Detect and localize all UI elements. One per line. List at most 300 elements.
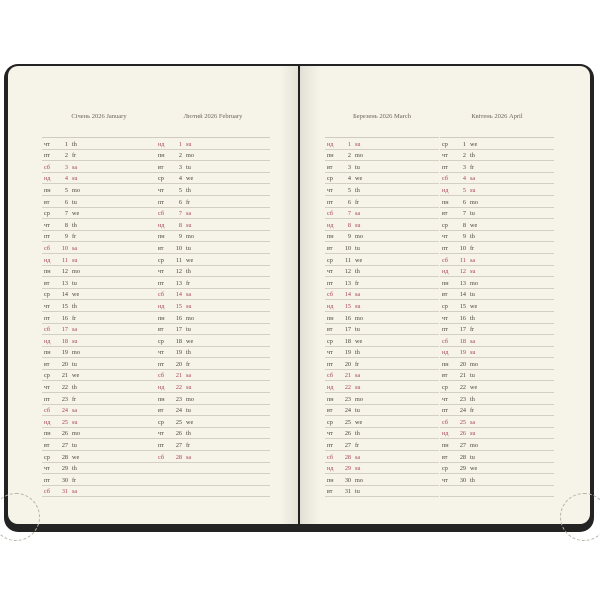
day-row[interactable] <box>440 184 554 196</box>
day-number: 25 <box>61 418 68 426</box>
day-row[interactable] <box>440 196 554 208</box>
day-row[interactable] <box>325 266 439 278</box>
day-number: 24 <box>61 407 68 415</box>
day-name-en: fr <box>72 314 77 322</box>
day-name-en: tu <box>72 360 77 368</box>
day-row[interactable] <box>325 173 439 185</box>
day-name-uk: ср <box>327 175 333 183</box>
day-row[interactable] <box>325 300 439 312</box>
day-row[interactable] <box>325 335 439 347</box>
day-name-uk: нд <box>158 384 165 392</box>
day-row[interactable] <box>42 393 156 405</box>
day-row[interactable] <box>42 242 156 254</box>
day-name-uk: нд <box>327 302 334 310</box>
day-name-uk: ср <box>44 372 50 380</box>
day-row[interactable] <box>156 381 270 393</box>
day-row[interactable] <box>156 277 270 289</box>
day-row[interactable] <box>42 231 156 243</box>
day-name-en: mo <box>72 430 80 438</box>
day-list <box>325 137 439 497</box>
day-row[interactable] <box>156 196 270 208</box>
day-row[interactable] <box>42 208 156 220</box>
day-row[interactable] <box>325 289 439 301</box>
day-name-en: mo <box>355 152 363 160</box>
day-row[interactable] <box>325 312 439 324</box>
day-name-en: sa <box>186 453 192 461</box>
day-name-en: tu <box>186 407 191 415</box>
day-number: 9 <box>64 233 68 241</box>
day-row[interactable] <box>440 266 554 278</box>
day-name-uk: вт <box>158 244 164 252</box>
day-name-uk: пт <box>158 442 165 450</box>
day-name-en: tu <box>72 442 77 450</box>
day-name-uk: сб <box>158 453 164 461</box>
day-row[interactable] <box>325 405 439 417</box>
day-row[interactable] <box>156 324 270 336</box>
day-name-en: th <box>470 233 475 241</box>
day-name-uk: пн <box>442 442 449 450</box>
day-row[interactable] <box>440 173 554 185</box>
day-row[interactable] <box>156 428 270 440</box>
day-name-uk: чт <box>442 152 448 160</box>
day-row[interactable] <box>42 428 156 440</box>
day-row[interactable] <box>440 231 554 243</box>
day-number: 26 <box>459 430 466 438</box>
day-name-en: fr <box>72 395 77 403</box>
day-name-uk: пт <box>44 233 51 241</box>
day-name-uk: вт <box>158 407 164 415</box>
day-row[interactable] <box>440 208 554 220</box>
day-row[interactable] <box>440 370 554 382</box>
day-row[interactable] <box>156 254 270 266</box>
day-number: 7 <box>347 210 351 218</box>
day-row[interactable] <box>156 335 270 347</box>
day-row[interactable] <box>156 289 270 301</box>
day-name-uk: нд <box>44 337 51 345</box>
day-number: 20 <box>344 360 351 368</box>
day-row[interactable] <box>440 219 554 231</box>
day-number: 10 <box>459 244 466 252</box>
day-number: 30 <box>61 476 68 484</box>
day-name-en: th <box>72 302 77 310</box>
day-name-uk: нд <box>327 384 334 392</box>
day-row[interactable] <box>156 208 270 220</box>
day-row[interactable] <box>440 405 554 417</box>
day-number: 22 <box>61 384 68 392</box>
day-row[interactable] <box>42 370 156 382</box>
day-name-en: tu <box>355 488 360 496</box>
corner-stitch-right <box>560 493 600 541</box>
day-number: 6 <box>462 198 466 206</box>
day-name-en: tu <box>186 163 191 171</box>
day-name-uk: вт <box>158 163 164 171</box>
day-name-en: su <box>186 221 192 229</box>
day-name-uk: ср <box>442 302 448 310</box>
day-name-uk: вт <box>44 279 50 287</box>
day-name-uk: пн <box>158 314 165 322</box>
day-name-uk: пн <box>327 314 334 322</box>
day-name-en: we <box>355 418 363 426</box>
day-row[interactable] <box>42 486 156 498</box>
day-number: 21 <box>459 372 466 380</box>
day-number: 8 <box>64 221 68 229</box>
day-name-uk: вт <box>158 326 164 334</box>
day-name-uk: ср <box>158 256 164 264</box>
day-number: 12 <box>175 268 182 276</box>
day-row[interactable] <box>42 474 156 486</box>
day-name-uk: вт <box>44 360 50 368</box>
day-number: 12 <box>459 268 466 276</box>
day-name-uk: ср <box>442 465 448 473</box>
day-row[interactable] <box>42 184 156 196</box>
day-row[interactable] <box>325 463 439 475</box>
day-name-uk: нд <box>442 349 449 357</box>
day-row[interactable] <box>440 393 554 405</box>
day-number: 20 <box>175 360 182 368</box>
day-name-uk: сб <box>442 418 448 426</box>
day-name-en: tu <box>470 291 475 299</box>
day-name-en: sa <box>470 175 476 183</box>
day-name-en: su <box>470 268 476 276</box>
day-name-uk: пт <box>327 279 334 287</box>
day-name-en: tu <box>355 407 360 415</box>
day-row[interactable] <box>156 138 270 150</box>
day-name-en: fr <box>186 360 191 368</box>
day-name-en: tu <box>72 279 77 287</box>
day-name-uk: чт <box>44 302 50 310</box>
day-name-en: th <box>470 314 475 322</box>
day-name-uk: чт <box>158 349 164 357</box>
day-number: 1 <box>178 140 182 148</box>
day-name-en: sa <box>470 337 476 345</box>
day-row[interactable] <box>440 289 554 301</box>
day-row[interactable] <box>440 416 554 428</box>
day-name-uk: сб <box>327 453 333 461</box>
day-name-uk: пт <box>44 476 51 484</box>
day-row[interactable] <box>156 231 270 243</box>
day-row[interactable] <box>440 347 554 359</box>
day-name-en: th <box>470 395 475 403</box>
day-name-en: sa <box>72 407 78 415</box>
day-row[interactable] <box>440 150 554 162</box>
day-row[interactable] <box>325 208 439 220</box>
day-name-en: th <box>470 476 475 484</box>
day-row[interactable] <box>156 150 270 162</box>
day-number: 27 <box>61 442 68 450</box>
day-name-uk: нд <box>442 186 449 194</box>
day-number: 30 <box>459 476 466 484</box>
day-name-uk: вт <box>442 210 448 218</box>
day-row[interactable] <box>42 300 156 312</box>
day-row[interactable] <box>325 231 439 243</box>
day-name-en: th <box>355 349 360 357</box>
day-row[interactable] <box>440 451 554 463</box>
day-name-uk: пт <box>327 360 334 368</box>
month-title: Лютий 2026 February <box>183 113 243 120</box>
day-name-en: we <box>72 453 80 461</box>
day-name-en: tu <box>470 372 475 380</box>
day-row[interactable] <box>440 439 554 451</box>
day-row[interactable] <box>42 324 156 336</box>
day-list <box>156 137 270 497</box>
day-row[interactable] <box>42 405 156 417</box>
day-name-en: su <box>72 256 78 264</box>
day-row[interactable] <box>156 219 270 231</box>
day-row[interactable] <box>325 219 439 231</box>
day-name-en: mo <box>186 314 194 322</box>
day-row[interactable] <box>42 347 156 359</box>
day-row[interactable] <box>440 463 554 475</box>
day-row[interactable] <box>42 289 156 301</box>
day-row[interactable] <box>156 347 270 359</box>
day-number: 5 <box>178 186 182 194</box>
day-number: 29 <box>344 465 351 473</box>
day-name-en: mo <box>470 442 478 450</box>
day-row[interactable] <box>325 324 439 336</box>
day-name-en: we <box>470 384 478 392</box>
day-number: 29 <box>459 465 466 473</box>
day-row[interactable] <box>156 242 270 254</box>
day-name-uk: сб <box>158 210 164 218</box>
day-name-uk: чт <box>442 233 448 241</box>
day-number: 2 <box>462 152 466 160</box>
day-row[interactable] <box>325 381 439 393</box>
day-row[interactable] <box>42 451 156 463</box>
day-row[interactable] <box>42 150 156 162</box>
day-name-uk: нд <box>158 140 165 148</box>
day-row[interactable] <box>325 150 439 162</box>
day-row[interactable] <box>325 451 439 463</box>
day-name-en: su <box>72 418 78 426</box>
day-name-uk: сб <box>327 210 333 218</box>
day-name-uk: нд <box>327 140 334 148</box>
day-name-en: mo <box>470 360 478 368</box>
day-name-uk: пн <box>327 152 334 160</box>
day-name-en: fr <box>470 244 475 252</box>
day-row[interactable] <box>156 312 270 324</box>
day-name-en: fr <box>355 279 360 287</box>
day-row[interactable] <box>325 370 439 382</box>
day-number: 29 <box>61 465 68 473</box>
day-number: 18 <box>61 337 68 345</box>
day-name-en: su <box>355 465 361 473</box>
day-number: 2 <box>347 152 351 160</box>
day-name-en: sa <box>355 453 361 461</box>
day-row[interactable] <box>156 405 270 417</box>
day-row[interactable] <box>440 242 554 254</box>
day-number: 15 <box>61 302 68 310</box>
day-row[interactable] <box>325 254 439 266</box>
day-name-uk: вт <box>327 326 333 334</box>
day-row[interactable] <box>325 277 439 289</box>
day-name-en: fr <box>355 198 360 206</box>
day-name-uk: нд <box>158 221 165 229</box>
day-name-uk: сб <box>44 163 50 171</box>
day-row[interactable] <box>156 173 270 185</box>
day-row[interactable] <box>42 277 156 289</box>
day-row[interactable] <box>156 358 270 370</box>
day-name-uk: вт <box>327 488 333 496</box>
day-row[interactable] <box>156 416 270 428</box>
day-name-uk: пт <box>327 198 334 206</box>
day-row[interactable] <box>156 161 270 173</box>
day-name-en: we <box>470 465 478 473</box>
day-row[interactable] <box>42 463 156 475</box>
day-number: 21 <box>61 372 68 380</box>
day-row[interactable] <box>156 300 270 312</box>
day-name-uk: чт <box>327 430 333 438</box>
day-number: 22 <box>459 384 466 392</box>
day-number: 13 <box>61 279 68 287</box>
day-row[interactable] <box>325 138 439 150</box>
day-number: 1 <box>347 140 351 148</box>
day-row[interactable] <box>156 393 270 405</box>
day-name-uk: пт <box>44 395 51 403</box>
day-name-uk: ср <box>327 337 333 345</box>
day-number: 25 <box>459 418 466 426</box>
day-row[interactable] <box>156 184 270 196</box>
day-name-en: tu <box>470 210 475 218</box>
day-name-uk: ср <box>158 337 164 345</box>
day-number: 5 <box>64 186 68 194</box>
day-row[interactable] <box>440 300 554 312</box>
day-number: 16 <box>344 314 351 322</box>
day-name-en: sa <box>186 210 192 218</box>
day-number: 8 <box>347 221 351 229</box>
day-row[interactable] <box>325 184 439 196</box>
day-row[interactable] <box>325 196 439 208</box>
day-row[interactable] <box>440 161 554 173</box>
day-number: 24 <box>175 407 182 415</box>
day-number: 17 <box>459 326 466 334</box>
day-number: 18 <box>459 337 466 345</box>
day-row[interactable] <box>42 173 156 185</box>
empty-day-row[interactable] <box>156 486 270 498</box>
day-row[interactable] <box>42 335 156 347</box>
day-name-uk: сб <box>44 244 50 252</box>
day-row[interactable] <box>440 324 554 336</box>
day-number: 2 <box>178 152 182 160</box>
day-name-en: su <box>186 384 192 392</box>
day-row[interactable] <box>440 474 554 486</box>
day-row[interactable] <box>440 358 554 370</box>
empty-day-row[interactable] <box>156 463 270 475</box>
day-row[interactable] <box>156 451 270 463</box>
day-row[interactable] <box>42 161 156 173</box>
day-row[interactable] <box>42 219 156 231</box>
day-row[interactable] <box>325 161 439 173</box>
day-row[interactable] <box>440 381 554 393</box>
day-number: 11 <box>176 256 182 264</box>
day-name-en: mo <box>186 152 194 160</box>
day-number: 3 <box>64 163 68 171</box>
day-row[interactable] <box>325 358 439 370</box>
day-name-uk: пн <box>327 395 334 403</box>
day-name-uk: пт <box>442 244 449 252</box>
day-name-uk: вт <box>327 163 333 171</box>
day-row[interactable] <box>156 266 270 278</box>
day-row[interactable] <box>440 428 554 440</box>
day-name-en: th <box>186 186 191 194</box>
day-row[interactable] <box>440 138 554 150</box>
day-name-en: mo <box>470 198 478 206</box>
day-row[interactable] <box>42 358 156 370</box>
day-name-en: th <box>186 349 191 357</box>
day-name-uk: чт <box>327 349 333 357</box>
day-name-en: mo <box>72 186 80 194</box>
day-row[interactable] <box>42 416 156 428</box>
day-row[interactable] <box>325 416 439 428</box>
day-name-uk: сб <box>442 175 448 183</box>
day-row[interactable] <box>325 347 439 359</box>
day-name-uk: пн <box>44 186 51 194</box>
day-name-en: th <box>355 268 360 276</box>
day-row[interactable] <box>325 439 439 451</box>
day-name-uk: пн <box>158 152 165 160</box>
day-name-uk: пт <box>44 152 51 160</box>
day-name-en: su <box>186 302 192 310</box>
day-name-en: th <box>355 430 360 438</box>
day-row[interactable] <box>440 254 554 266</box>
day-row[interactable] <box>440 335 554 347</box>
day-number: 19 <box>175 349 182 357</box>
day-name-uk: ср <box>442 221 448 229</box>
day-row[interactable] <box>42 254 156 266</box>
day-name-uk: пн <box>442 279 449 287</box>
day-name-uk: чт <box>44 384 50 392</box>
day-name-en: su <box>186 140 192 148</box>
day-name-en: we <box>72 291 80 299</box>
day-row[interactable] <box>325 474 439 486</box>
day-name-en: sa <box>72 488 78 496</box>
day-name-uk: пн <box>442 198 449 206</box>
day-number: 16 <box>459 314 466 322</box>
day-number: 15 <box>344 302 351 310</box>
day-row[interactable] <box>42 266 156 278</box>
day-name-uk: чт <box>158 430 164 438</box>
day-name-en: tu <box>355 326 360 334</box>
day-name-en: sa <box>355 372 361 380</box>
day-row[interactable] <box>325 428 439 440</box>
day-row[interactable] <box>156 439 270 451</box>
day-row[interactable] <box>325 486 439 498</box>
day-row[interactable] <box>440 277 554 289</box>
day-number: 9 <box>462 233 466 241</box>
day-name-uk: пн <box>44 430 51 438</box>
day-row[interactable] <box>156 370 270 382</box>
day-number: 7 <box>64 210 68 218</box>
day-name-en: sa <box>355 291 361 299</box>
day-row[interactable] <box>42 196 156 208</box>
day-row[interactable] <box>440 312 554 324</box>
day-name-en: su <box>72 175 78 183</box>
empty-day-row[interactable] <box>440 486 554 498</box>
day-row[interactable] <box>42 381 156 393</box>
day-row[interactable] <box>42 138 156 150</box>
day-number: 4 <box>64 175 68 183</box>
day-number: 23 <box>344 395 351 403</box>
day-row[interactable] <box>42 312 156 324</box>
empty-day-row[interactable] <box>156 474 270 486</box>
day-row[interactable] <box>325 242 439 254</box>
day-name-uk: пт <box>442 163 449 171</box>
day-row[interactable] <box>42 439 156 451</box>
day-row[interactable] <box>325 393 439 405</box>
day-name-uk: пт <box>44 314 51 322</box>
day-name-en: tu <box>355 163 360 171</box>
day-name-uk: пн <box>158 233 165 241</box>
day-number: 4 <box>462 175 466 183</box>
